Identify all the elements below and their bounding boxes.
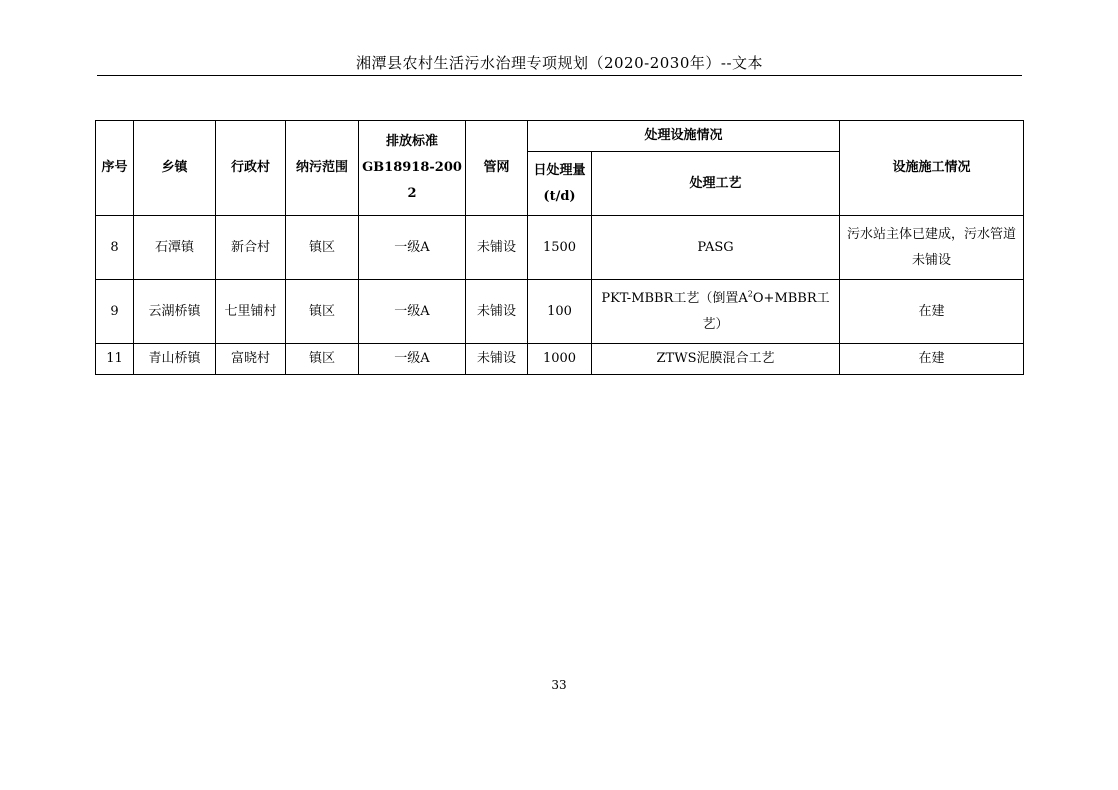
cell-process — [592, 280, 840, 344]
process-text-post: O+MBBR工艺） — [702, 290, 830, 332]
cell-network: 未铺设 — [466, 216, 528, 280]
header-village: 行政村 — [216, 121, 286, 216]
header-scope: 纳污范围 — [286, 121, 359, 216]
cell-scope: 镇区 — [286, 344, 359, 375]
table-row — [96, 280, 1024, 344]
header-network: 管网 — [466, 121, 528, 216]
process-superscript: 2 — [747, 289, 753, 299]
table-row — [96, 344, 1024, 375]
cell-network: 未铺设 — [466, 344, 528, 375]
cell-village: 新合村 — [216, 216, 286, 280]
facility-table — [95, 120, 1024, 375]
header-seq: 序号 — [96, 121, 134, 216]
page-header-title: 湘潭县农村生活污水治理专项规划（2020-2030年）--文本 — [355, 54, 764, 72]
cell-town: 青山桥镇 — [134, 344, 216, 375]
header-daily-line2: (t/d) — [543, 188, 576, 204]
header-standard — [359, 121, 466, 216]
cell-village: 七里铺村 — [216, 280, 286, 344]
cell-standard: 一级A — [359, 344, 466, 375]
cell-scope: 镇区 — [286, 216, 359, 280]
cell-process: PASG — [592, 216, 840, 280]
cell-construction: 污水站主体已建成，污水管道未铺设 — [840, 216, 1024, 280]
table-row — [96, 216, 1024, 280]
header-standard-line2: GB18918-2002 — [362, 160, 462, 201]
cell-village: 富晓村 — [216, 344, 286, 375]
cell-seq: 9 — [96, 280, 134, 344]
header-facility-group: 处理设施情况 — [528, 121, 840, 152]
header-construction: 设施施工情况 — [840, 121, 1024, 216]
header-daily-line1: 日处理量 — [533, 162, 586, 178]
cell-standard: 一级A — [359, 280, 466, 344]
cell-scope: 镇区 — [286, 280, 359, 344]
cell-network: 未铺设 — [466, 280, 528, 344]
cell-standard: 一级A — [359, 216, 466, 280]
cell-seq: 8 — [96, 216, 134, 280]
cell-process: ZTWS泥膜混合工艺 — [592, 344, 840, 375]
cell-town: 云湖桥镇 — [134, 280, 216, 344]
header-town: 乡镇 — [134, 121, 216, 216]
cell-town: 石潭镇 — [134, 216, 216, 280]
process-text-pre: PKT-MBBR工艺（倒置A — [601, 290, 748, 306]
cell-seq: 11 — [96, 344, 134, 375]
cell-daily: 1500 — [528, 216, 592, 280]
cell-daily: 100 — [528, 280, 592, 344]
page-number: 33 — [551, 678, 567, 692]
header-divider — [97, 75, 1022, 76]
header-daily — [528, 152, 592, 216]
cell-construction: 在建 — [840, 344, 1024, 375]
cell-daily: 1000 — [528, 344, 592, 375]
cell-construction: 在建 — [840, 280, 1024, 344]
header-process: 处理工艺 — [592, 152, 840, 216]
header-standard-line1: 排放标准 — [385, 134, 438, 149]
